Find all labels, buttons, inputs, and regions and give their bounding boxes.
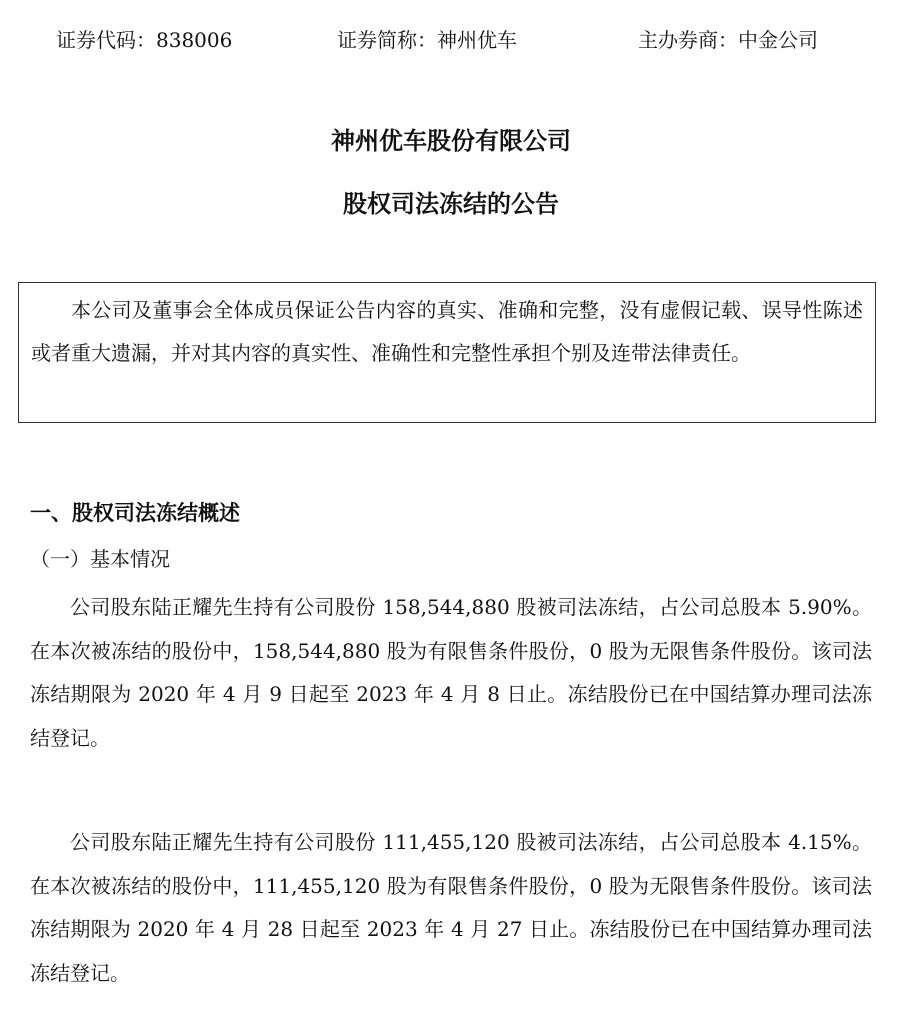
company-title: 神州优车股份有限公司 — [331, 127, 571, 155]
paragraph-freeze-2: 公司股东陆正耀先生持有公司股份 111,455,120 股被司法冻结，占公司总股本 4.15%。在本次被冻结的股份中，111,455,120 股为有限售条件股份，0 股为无限售条件股份。该司法冻结期限为 2020 年 4 月 28 日起至 2023 年 4 月 27 日止。冻结股份已在中国结算办理司法冻结登记。 — [30, 830, 872, 985]
announcement-title: 股权司法冻结的公告 — [343, 190, 559, 218]
document-header — [0, 22, 902, 58]
paragraph-freeze-1: 公司股东陆正耀先生持有公司股份 158,544,880 股被司法冻结，占公司总股本 5.90%。在本次被冻结的股份中，158,544,880 股为有限售条件股份，0 股为无限售条件股份。该司法冻结期限为 2020 年 4 月 9 日起至 2023 年 4 月 8 日止。冻结股份已在中国结算办理司法冻结登记。 — [30, 595, 872, 750]
subsection-heading: （一）基本情况 — [30, 547, 170, 571]
board-guarantee-notice: 本公司及董事会全体成员保证公告内容的真实、准确和完整，没有虚假记载、误导性陈述或者重大遗漏，并对其内容的真实性、准确性和完整性承担个别及连带法律责任。 — [18, 282, 876, 423]
security-code: 证券代码：838006 — [56, 28, 233, 52]
security-name: 证券简称：神州优车 — [337, 28, 517, 52]
sponsor-broker: 主办券商：中金公司 — [638, 28, 818, 52]
section-heading: 一、股权司法冻结概述 — [30, 501, 240, 525]
